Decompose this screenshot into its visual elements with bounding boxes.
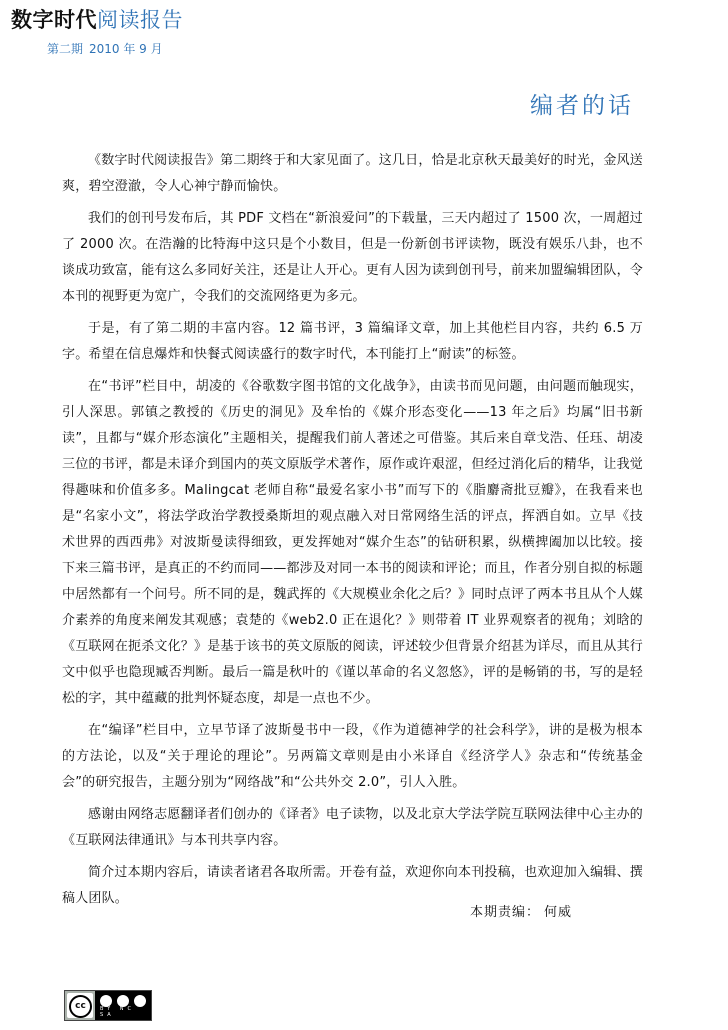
publication-title-part2: 阅读报告 <box>97 8 183 32</box>
paragraph: 感谢由网络志愿翻译者们创办的《译者》电子读物，以及北京大学法学院互联网法律中心主办的《互联网法律通讯》与本刊共享内容。 <box>62 807 643 848</box>
issue-date: 2010 年 9 月 <box>89 42 163 56</box>
editor-name: 何威 <box>544 905 573 920</box>
paragraph: 《数字时代阅读报告》第二期终于和大家见面了。这几日，恰是北京秋天最美好的时光，金风送爽，碧空澄澈，令人心神宁静而愉快。 <box>62 153 643 194</box>
paragraph: 在“书评”栏目中，胡凌的《谷歌数字图书馆的文化战争》，由读书而见问题，由问题而触现实，引人深思。郭镇之教授的《历史的洞见》及牟怡的《媒介形态变化——13 年之后》均属“旧书新读”，且都与“媒介形态演化”主题相关，提醒我们前人著述之可借鉴。其后来自章戈浩、任珏、胡凌三位的书评，都是未译介到国内的英文原版学术著作，原作或许艰涩，但经过消化后的精华，让我觉得趣味和价值多多。Malingcat 老师自称“最爱名家小书”而写下的《脂麝斋批豆瓣》，在我看来也是“名家小文”，将法学政治学教授桑斯坦的观点融入对日常网络生活的评点，挥洒自如。立早《技术世界的西西弗》对波斯曼读得细致，更发挥她对“媒介生态”的钻研积累，纵横捭阖加以比较。接下来三篇书评，是真正的不约而同——都涉及对同一本书的阅读和评论；而且，作者分别自拟的标题中居然都有一个问号。所不同的是，魏武挥的《大规模业余化之后？》同时点评了两本书且从个人媒介素养的角度来阐发其观感；袁楚的《web2.0 正在退化？》则带着 IT 业界观察者的视角；刘晗的《互联网在扼杀文化？》是基于该书的英文原版的阅读，评述较少但背景介绍甚为详尽，而且从其行文中似乎也隐现臧否判断。最后一篇是秋叶的《谨以革命的名义忽悠》，评的是畅销的书，写的是轻松的字，其中蕴藏的批判怀疑态度，却是一点也不少。 <box>62 379 643 706</box>
cc-license-icon <box>64 990 152 1021</box>
editor-label: 本期责编： <box>470 905 541 920</box>
paragraph: 简介过本期内容后，请读者诸君各取所需。开卷有益，欢迎你向本刊投稿，也欢迎加入编辑、撰稿人团队。 <box>62 865 643 906</box>
publication-title <box>11 6 183 34</box>
publication-title-part1: 数字时代 <box>11 8 97 32</box>
cc-labels: BY NC SA <box>100 1006 136 1018</box>
issue-number: 第二期 <box>47 42 84 56</box>
paragraph: 于是，有了第二期的丰富内容。12 篇书评，3 篇编译文章，加上其他栏目内容，共约 6.5 万字。希望在信息爆炸和快餐式阅读盛行的数字时代，本刊能打上“耐读”的标签。 <box>62 321 643 362</box>
paragraph: 我们的创刊号发布后，其 PDF 文档在“新浪爱问”的下载量，三天内超过了 1500 次，一周超过了 2000 次。在浩瀚的比特海中这只是个小数目，但是一份新创书评读物，既没有娱乐八卦，也不谈成功致富，能有这么多同好关注，还是让人开心。更有人因为读到创刊号，前来加盟编辑团队，令本刊的视野更为宽广，令我们的交流网络更为多元。 <box>62 211 643 304</box>
cc-logo-icon: cc <box>67 993 93 1018</box>
article-body <box>62 148 643 918</box>
paragraph: 在“编译”栏目中，立早节译了波斯曼书中一段，《作为道德神学的社会科学》，讲的是极为根本的方法论，以及“关于理论的理论”。另两篇文章则是由小米译自《经济学人》杂志和“传统基金会”的研究报告，主题分别为“网络战”和“公共外交 2.0”，引人入胜。 <box>62 723 643 790</box>
issue-editor <box>470 903 572 923</box>
cc-conditions <box>95 991 151 1020</box>
section-title: 编者的话 <box>530 93 634 119</box>
issue-info <box>47 41 163 57</box>
